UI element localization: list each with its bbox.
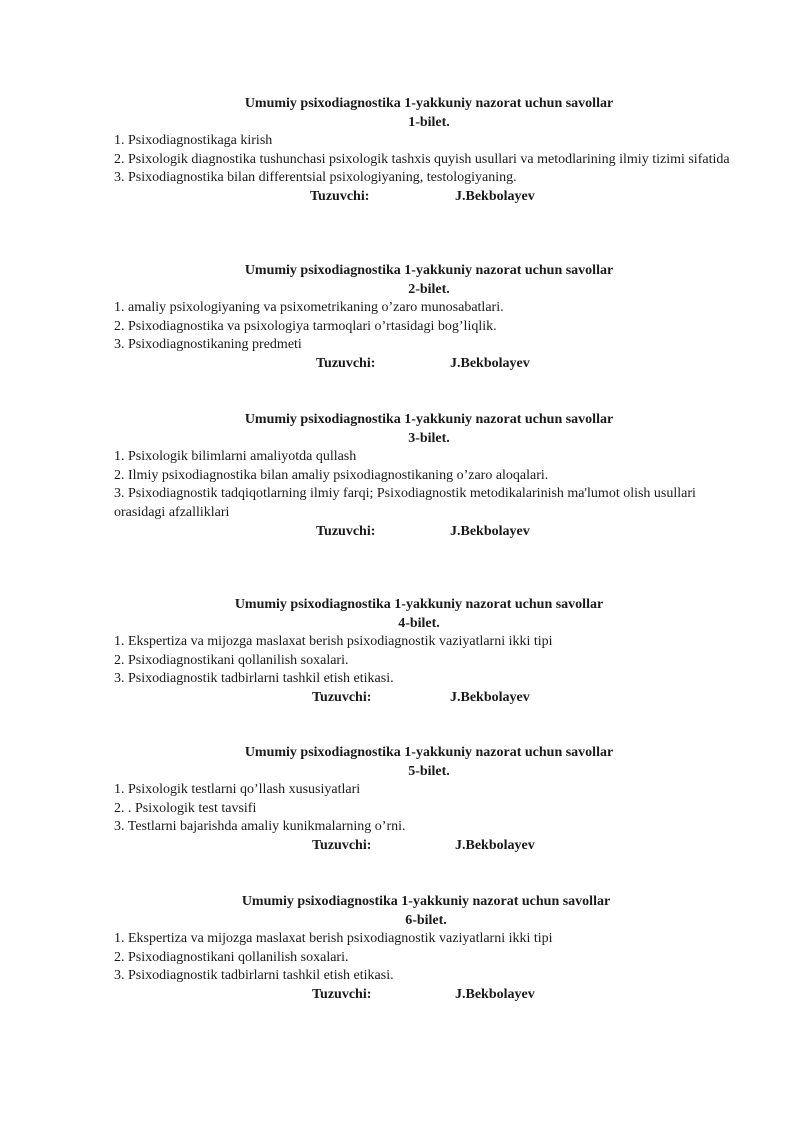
author-line: [114, 689, 744, 708]
question-2: 2. Psixologik diagnostika tushunchasi psixologik tashxis quyish usullari va metodlarining ilmiy tizimi sifatida: [114, 151, 730, 167]
ticket-heading: Umumiy psixodiagnostika 1-yakkuniy nazorat uchun savollar: [241, 894, 611, 909]
question-3: 3. Psixodiagnostika bilan differentsial psixologiyaning, testologiyaning.: [114, 170, 517, 186]
ticket-heading: Umumiy psixodiagnostika 1-yakkuniy nazorat uchun savollar: [234, 597, 604, 612]
question-3: 3. Psixodiagnostikaning predmeti: [114, 337, 302, 353]
ticket-heading: Umumiy psixodiagnostika 1-yakkuniy nazorat uchun savollar: [244, 412, 614, 427]
ticket-1: [114, 95, 744, 207]
author-line: [114, 837, 744, 856]
ticket-number: 2-bilet.: [408, 281, 450, 297]
question-1: 1. Ekspertiza va mijozga maslaxat berish psixodiagnostik vaziyatlarni ikki tipi: [114, 931, 553, 947]
question-1: 1. Psixologik bilimlarni amaliyotda qullash: [114, 449, 357, 465]
author-line: [114, 986, 744, 1005]
question-2: 2. . Psixologik test tavsifi: [114, 800, 257, 816]
ticket-number: 3-bilet.: [408, 430, 450, 446]
author-name: J.Bekbolayev: [450, 523, 530, 539]
ticket-number: 4-bilet.: [398, 615, 440, 631]
question-3: 3. Psixodiagnostik tadbirlarni tashkil etish etikasi.: [114, 968, 394, 984]
author-line: [114, 355, 744, 374]
author-name: J.Bekbolayev: [450, 355, 530, 371]
ticket-2: [114, 262, 744, 374]
question-1: 1. amaliy psixologiyaning va psixometrikaning o’zaro munosabatlari.: [114, 300, 504, 316]
ticket-3: [114, 411, 744, 542]
question-3: 3. Psixodiagnostik tadqiqotlarning ilmiy farqi; Psixodiagnostik metodikalarinish ma'lumot olish usullari orasidagi afzalliklari: [114, 486, 696, 520]
question-3: 3. Psixodiagnostik tadbirlarni tashkil etish etikasi.: [114, 671, 394, 687]
question-1: 1. Psixodiagnostikaga kirish: [114, 133, 273, 149]
author-label: Tuzuvchi:: [312, 837, 372, 853]
author-line: [114, 188, 744, 207]
question-2: 2. Ilmiy psixodiagnostika bilan amaliy psixodiagnostikaning o’zaro aloqalari.: [114, 467, 549, 483]
question-1: 1. Psixologik testlarni qo’llash xususiyatlari: [114, 782, 361, 798]
author-label: Tuzuvchi:: [316, 355, 376, 371]
ticket-4: [114, 596, 744, 708]
author-label: Tuzuvchi:: [310, 188, 370, 204]
author-name: J.Bekbolayev: [450, 689, 530, 705]
ticket-5: [114, 744, 744, 856]
question-2: 2. Psixodiagnostikani qollanilish soxalari.: [114, 949, 349, 965]
ticket-number: 1-bilet.: [408, 114, 450, 130]
question-2: 2. Psixodiagnostikani qollanilish soxalari.: [114, 652, 349, 668]
author-label: Tuzuvchi:: [312, 689, 372, 705]
author-name: J.Bekbolayev: [455, 188, 535, 204]
question-2: 2. Psixodiagnostika va psixologiya tarmoqlari o’rtasidagi bog’liqlik.: [114, 318, 497, 334]
ticket-heading: Umumiy psixodiagnostika 1-yakkuniy nazorat uchun savollar: [244, 96, 614, 111]
author-label: Tuzuvchi:: [316, 523, 376, 539]
ticket-number: 6-bilet.: [405, 912, 447, 928]
ticket-number: 5-bilet.: [408, 763, 450, 779]
question-3: 3. Testlarni bajarishda amaliy kunikmalarning o’rni.: [114, 819, 406, 835]
author-line: [114, 523, 744, 542]
question-1: 1. Ekspertiza va mijozga maslaxat berish psixodiagnostik vaziyatlarni ikki tipi: [114, 634, 553, 650]
ticket-heading: Umumiy psixodiagnostika 1-yakkuniy nazorat uchun savollar: [244, 263, 614, 278]
author-label: Tuzuvchi:: [312, 986, 372, 1002]
ticket-heading: Umumiy psixodiagnostika 1-yakkuniy nazorat uchun savollar: [244, 745, 614, 760]
author-name: J.Bekbolayev: [455, 986, 535, 1002]
author-name: J.Bekbolayev: [455, 837, 535, 853]
ticket-6: [114, 893, 744, 1005]
